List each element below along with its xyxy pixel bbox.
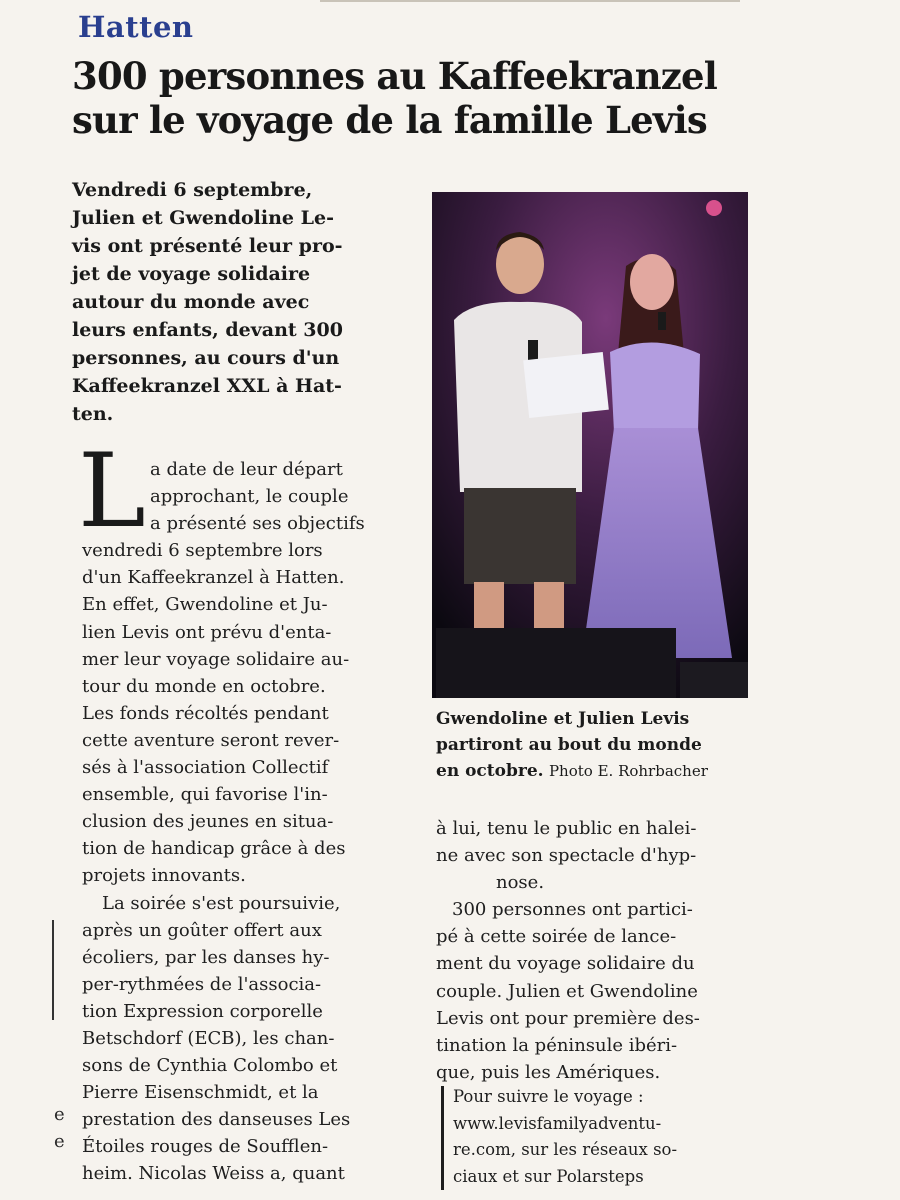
body-line: nose. — [496, 872, 545, 894]
lede-line: leurs enfants, devant 300 — [72, 319, 343, 341]
body-line: ment du voyage solidaire du — [436, 953, 695, 975]
body-line: ne avec son spectacle d'hyp- — [436, 845, 697, 867]
lede-line: ten. — [72, 403, 114, 425]
headline-line: sur le voyage de la famille Levis — [72, 98, 707, 142]
stage-photo-illustration — [432, 192, 748, 698]
info-line: re.com, sur les réseaux so- — [453, 1140, 678, 1159]
section-label: Hatten — [78, 10, 194, 44]
body-line: 300 personnes ont partici- — [452, 899, 693, 921]
body-line: d'un Kaffeekranzel à Hatten. — [82, 567, 345, 589]
lede-line: vis ont présenté leur pro- — [72, 235, 343, 257]
body-line: après un goûter offert aux — [82, 919, 322, 941]
body-line: heim. Nicolas Weiss a, quant — [82, 1163, 345, 1185]
stage-light — [706, 200, 722, 216]
headline — [72, 54, 772, 142]
body-line: Les fonds récoltés pendant — [82, 702, 329, 724]
lede-line: jet de voyage solidaire — [72, 263, 311, 285]
photo-credit: Photo E. Rohrbacher — [548, 762, 708, 780]
margin-fragment: e — [54, 1104, 65, 1125]
article-column-1 — [82, 456, 412, 1188]
body-line: clusion des jeunes en situa- — [82, 811, 334, 833]
body-line: Pierre Eisenschmidt, et la — [82, 1082, 319, 1104]
lede — [72, 176, 397, 428]
body-line: a présenté ses objectifs — [150, 513, 365, 535]
top-rule — [320, 0, 740, 2]
body-line: Étoiles rouges de Soufflen- — [82, 1136, 329, 1158]
body-line: lien Levis ont prévu d'enta- — [82, 621, 332, 643]
lede-line: Julien et Gwendoline Le- — [72, 207, 334, 229]
caption-line: en octobre. Photo E. Rohrbacher — [436, 761, 708, 781]
stage-monitor — [436, 628, 676, 698]
body-line: tion de handicap grâce à des — [82, 838, 346, 860]
margin-fragment: e — [54, 1131, 65, 1152]
body-line: sés à l'association Collectif — [82, 757, 329, 779]
caption-line: Gwendoline et Julien Levis — [436, 709, 690, 729]
body-line: couple. Julien et Gwendoline — [436, 980, 698, 1002]
article-photo — [432, 192, 748, 698]
drop-cap: L — [78, 432, 146, 551]
info-line: Pour suivre le voyage : — [453, 1087, 644, 1106]
body-line: prestation des danseuses Les — [82, 1109, 351, 1131]
headline-line: 300 personnes au Kaffeekranzel — [72, 54, 717, 98]
body-line: Levis ont pour première des- — [436, 1007, 700, 1029]
body-line: à lui, tenu le public en halei- — [436, 818, 697, 839]
lede-line: Kaffeekranzel XXL à Hat- — [72, 375, 342, 397]
body-line: écoliers, par les danses hy- — [82, 946, 330, 968]
lede-line: autour du monde avec — [72, 291, 310, 313]
stage-monitor — [680, 662, 748, 698]
body-line: tion Expression corporelle — [82, 1000, 323, 1022]
body-line: vendredi 6 septembre lors — [82, 540, 323, 562]
caption-line: partiront au bout du monde — [436, 735, 702, 755]
lede-line: Vendredi 6 septembre, — [72, 179, 313, 201]
body-line: ensemble, qui favorise l'in- — [82, 784, 328, 806]
body-line: projets innovants. — [82, 865, 246, 887]
info-box — [453, 1084, 763, 1190]
body-line: cette aventure seront rever- — [82, 729, 340, 751]
photo-caption — [436, 706, 766, 784]
body-line: per-rythmées de l'associa- — [82, 973, 322, 995]
article-column-2 — [436, 815, 756, 1086]
body-line: tour du monde en octobre. — [82, 675, 326, 697]
body-line: tination la péninsule ibéri- — [436, 1034, 678, 1056]
body-line: Betschdorf (ECB), les chan- — [82, 1027, 335, 1049]
body-line: mer leur voyage solidaire au- — [82, 648, 350, 670]
body-line: pé à cette soirée de lance- — [436, 926, 677, 948]
left-column-rule — [52, 920, 54, 1020]
info-line: ciaux et sur Polarsteps — [453, 1166, 644, 1186]
body-line: En effet, Gwendoline et Ju- — [82, 594, 328, 616]
info-line: www.levisfamilyadventu- — [453, 1113, 662, 1133]
body-line: a date de leur départ — [150, 459, 343, 480]
body-line: La soirée s'est poursuivie, — [102, 892, 341, 914]
body-line: approchant, le couple — [150, 486, 349, 508]
body-line: sons de Cynthia Colombo et — [82, 1055, 338, 1077]
info-box-rule — [441, 1086, 444, 1190]
lede-line: personnes, au cours d'un — [72, 347, 340, 369]
body-line: que, puis les Amériques. — [436, 1061, 661, 1083]
